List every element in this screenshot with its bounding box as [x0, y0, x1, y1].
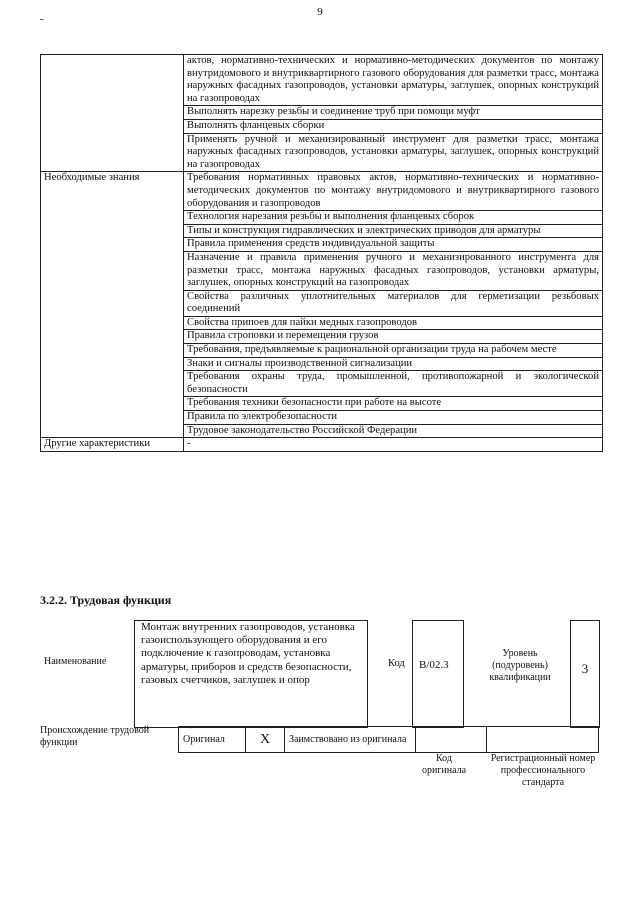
row-text: Требования охраны труда, промышленной, противопожарной и экологической безопасности [184, 371, 603, 397]
row-text: Требования, предъявляемые к рациональной организации труда на рабочем месте [184, 344, 603, 358]
code-label: Код [388, 658, 405, 669]
name-label: Наименование [44, 656, 107, 667]
row-text: Знаки и сигналы производственной сигнализации [184, 357, 603, 371]
row-text: Типы и конструкция гидравлических и электрических приводов для арматуры [184, 224, 603, 238]
row-text: Назначение и правила применения ручного и механизированного инструмента для разметки трасс, монтажа наружных фасадных газопроводов, установки арматуры, заглушек, опорных конструкций на газопроводах [184, 251, 603, 290]
row-text: Свойства различных уплотнительных материалов для герметизации резьбовых соединений [184, 290, 603, 316]
page-number: 9 [317, 6, 323, 18]
code-value: B/02.3 [412, 620, 464, 728]
borrowed-label: Заимствовано из оригинала [285, 727, 416, 753]
row-label [41, 55, 184, 172]
row-text: - [184, 438, 603, 452]
row-text: Выполнять фланцевых сборки [184, 119, 603, 133]
registration-caption: Регистрационный номер профессионального стандарта [490, 753, 596, 788]
level-value: 3 [570, 620, 600, 728]
row-text: Трудовое законодательство Российской Федерации [184, 424, 603, 438]
original-code-cell [416, 727, 487, 753]
row-text: актов, нормативно-технических и нормативно-методических документов по монтажу внутридомового и внутриквартирного газового оборудования для разметки трасс, монтажа наружных фасадных газопроводов, установки арматуры, заглушек, опорных конструкций на газопроводах [184, 55, 603, 106]
row-label-other: Другие характеристики [41, 438, 184, 452]
row-text: Требования нормативных правовых актов, нормативно-технических и нормативно-методических документов по монтажу внутридомового и внутриквартирного газового оборудования и газопроводов [184, 172, 603, 211]
table-row [41, 172, 603, 211]
table-row [41, 438, 603, 452]
table-row [41, 55, 603, 106]
registration-number-cell [487, 727, 599, 753]
row-text: Применять ручной и механизированный инструмент для разметки трасс, монтажа наружных фасадных газопроводов, установки арматуры, заглушек, опорных конструкций на газопроводах [184, 133, 603, 172]
level-label: Уровень (подуровень) квалификации [489, 648, 551, 683]
origin-label: Происхождение трудовой функции [40, 725, 150, 748]
original-label: Оригинал [179, 727, 246, 753]
requirements-table [40, 54, 603, 452]
margin-mark: - [40, 14, 44, 25]
row-label-required-knowledge: Необходимые знания [41, 172, 184, 438]
row-text: Правила строповки и перемещения грузов [184, 330, 603, 344]
row-text: Технология нарезания резьбы и выполнения фланцевых сборок [184, 211, 603, 225]
row-text: Выполнять нарезку резьбы и соединение труб при помощи муфт [184, 106, 603, 120]
row-text: Требования техники безопасности при работе на высоте [184, 397, 603, 411]
function-name-box: Монтаж внутренних газопроводов, установка газоиспользующего оборудования и его подключение к газопроводам, установка арматуры, приборов и средств безопасности, газовых счетчиков, заглушек и опор [134, 620, 368, 728]
section-title: 3.2.2. Трудовая функция [40, 593, 172, 607]
code-caption: Код оригинала [421, 753, 467, 776]
original-mark: X [246, 727, 285, 753]
row-text: Правила по электробезопасности [184, 411, 603, 425]
row-text: Правила применения средств индивидуальной защиты [184, 238, 603, 252]
row-text: Свойства припоев для пайки медных газопроводов [184, 316, 603, 330]
origin-table [178, 726, 599, 753]
